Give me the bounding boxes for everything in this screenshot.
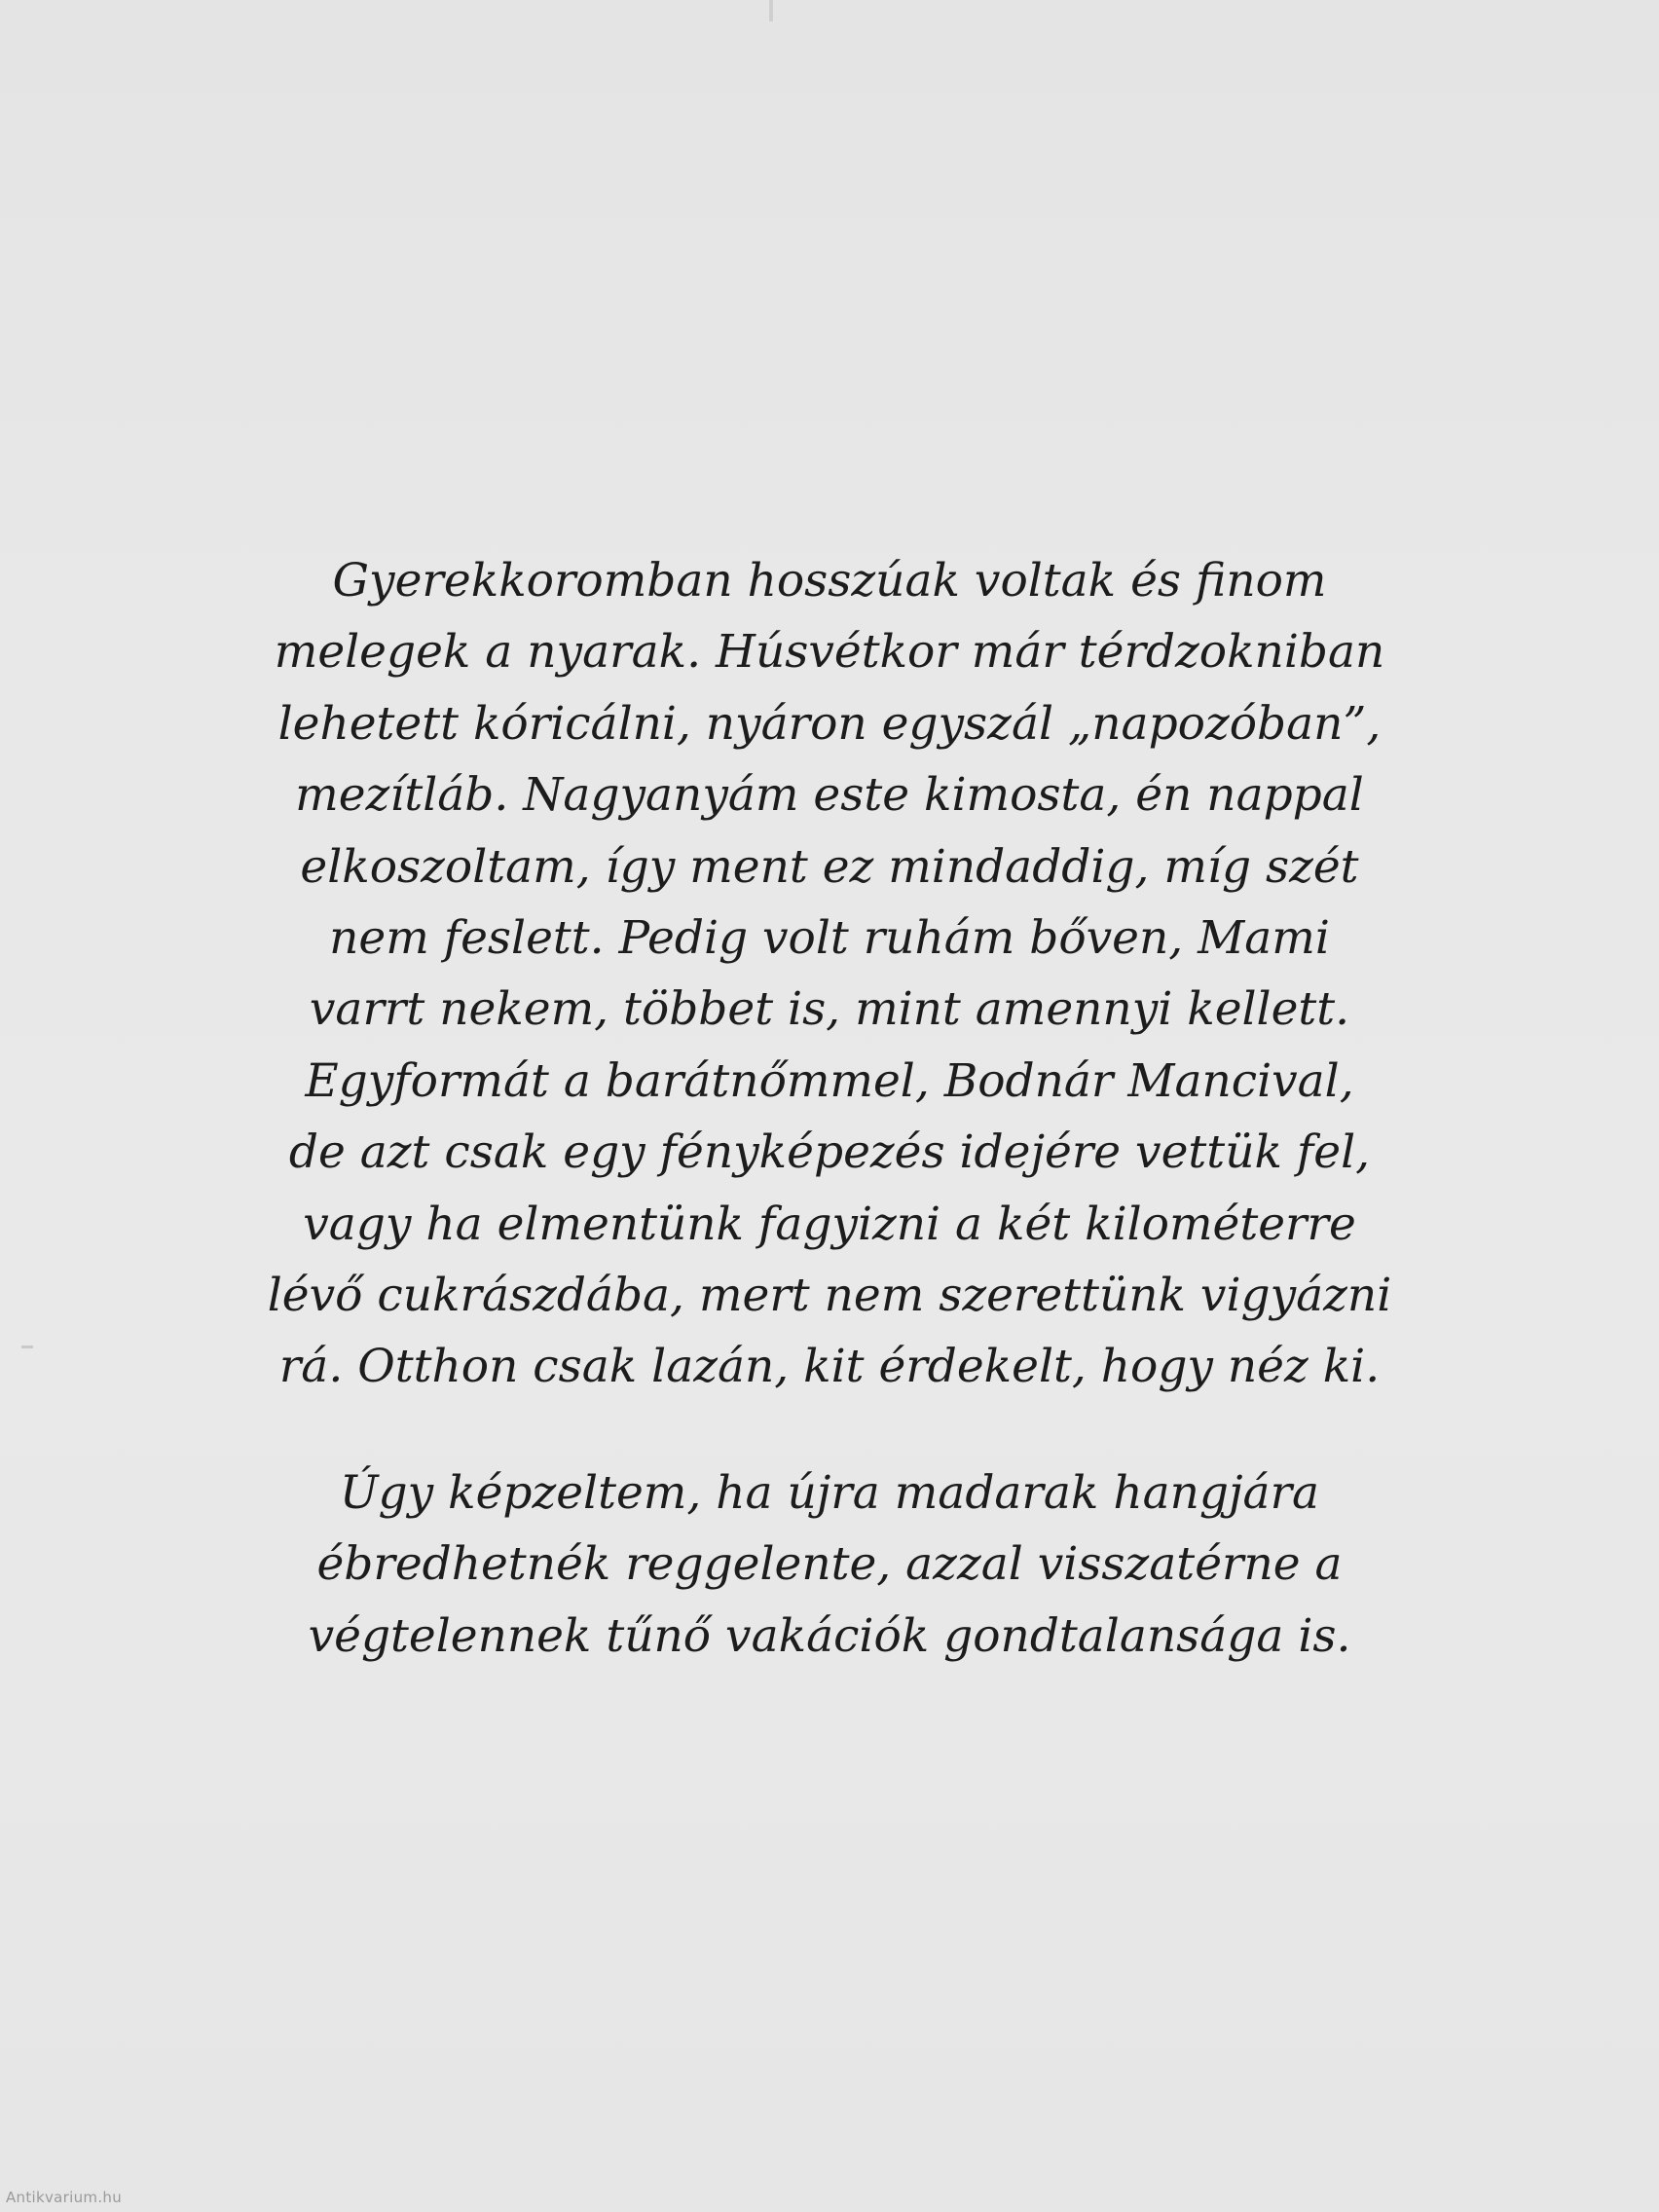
body-text (175, 545, 1484, 1672)
text-line: nem feslett. Pedig volt ruhám bőven, Mami (329, 911, 1330, 966)
paragraph-2 (175, 1457, 1484, 1672)
watermark: Antikvarium.hu (6, 2189, 123, 2206)
paragraph-1 (175, 545, 1484, 1403)
page-side-mark (21, 1346, 33, 1348)
text-line: vagy ha elmentünk fagyizni a két kilométerre (303, 1197, 1356, 1251)
text-line: ébredhetnék reggelente, azzal visszatérne a (316, 1537, 1343, 1592)
text-line: mezítláb. Nagyanyám este kimosta, én nappal (295, 768, 1364, 823)
text-line: Egyformát a barátnőmmel, Bodnár Mancival, (305, 1053, 1354, 1108)
text-line: Úgy képzeltem, ha újra madarak hangjára (339, 1465, 1320, 1520)
text-line: végtelennek tűnő vakációk gondtalansága is. (308, 1608, 1351, 1663)
text-line: lévő cukrászdába, mert nem szerettünk vigyázni (267, 1269, 1392, 1323)
text-line: de azt csak egy fényképezés idejére vettük fel, (288, 1125, 1371, 1180)
text-line: varrt nekem, többet is, mint amennyi kellett. (309, 982, 1350, 1037)
text-line: melegek a nyarak. Húsvétkor már térdzokniban (274, 625, 1385, 680)
text-line: Gyerekkoromban hosszúak voltak és finom (332, 554, 1327, 608)
text-line: lehetett kóricálni, nyáron egyszál „napozóban”, (277, 696, 1382, 751)
page-edge-mark (769, 0, 773, 21)
text-line: rá. Otthon csak lazán, kit érdekelt, hogy néz ki. (278, 1340, 1381, 1394)
text-line: elkoszoltam, így ment ez mindaddig, míg szét (300, 839, 1359, 894)
